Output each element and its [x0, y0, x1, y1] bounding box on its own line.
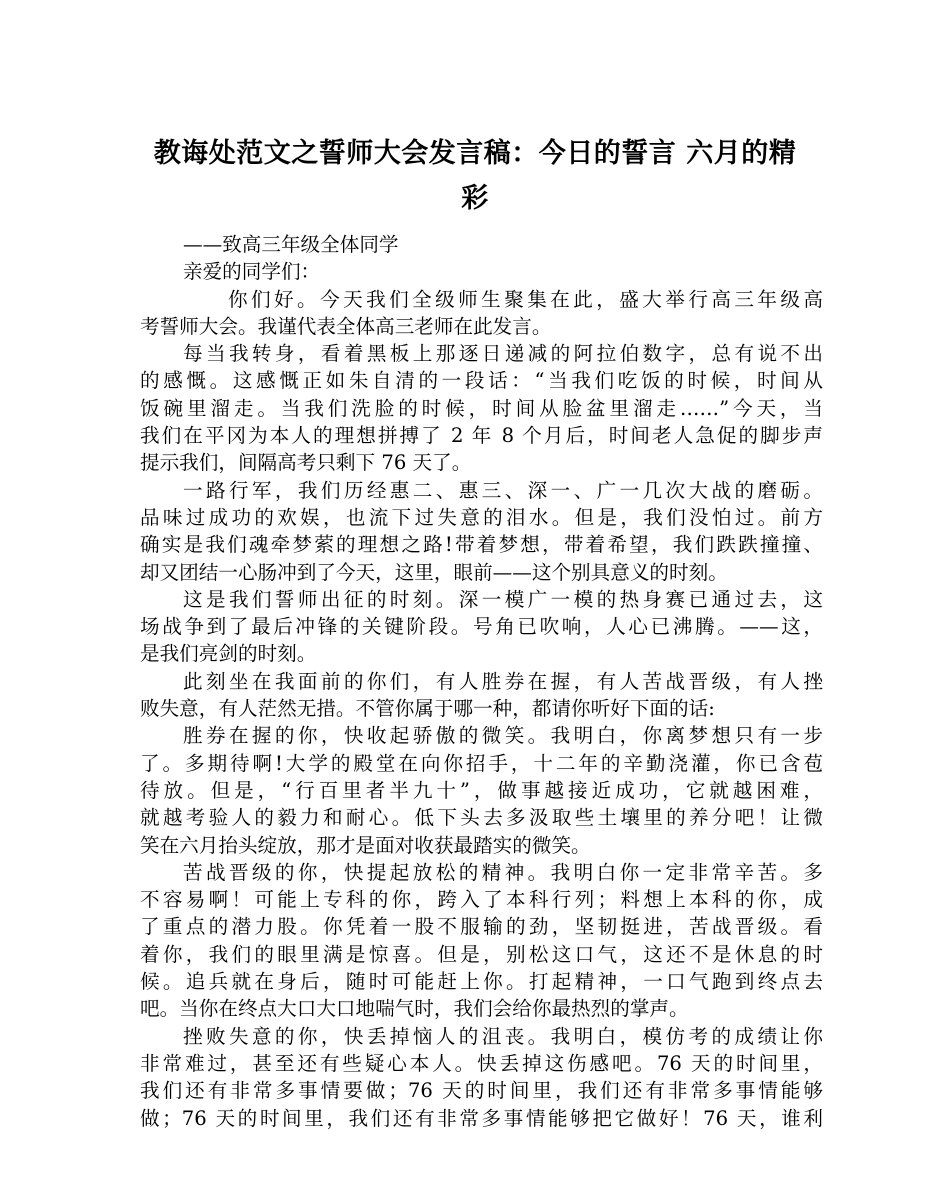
- text-line: 我们在平冈为本人的理想拼搏了 2 年 8 个月后，时间老人急促的脚步声: [140, 424, 823, 448]
- text-line: 胜券在握的你，快收起骄傲的微笑。我明白，你离梦想只有一步: [183, 724, 823, 748]
- text-line: 提示我们，间隔高考只剩下 76 天了。: [140, 451, 472, 475]
- document-title: [140, 131, 810, 221]
- title-line: 彩: [461, 183, 489, 214]
- text-line: 确实是我们魂牵梦萦的理想之路!带着梦想，带着希望，我们跌跌撞撞、: [140, 533, 823, 557]
- text-line: 苦战晋级的你，快提起放松的精神。我明白你一定非常辛苦。多: [183, 860, 823, 884]
- title-line: 教诲处范文之誓师大会发言稿：今日的誓言 六月的精: [153, 138, 797, 169]
- text-line: 着你，我们的眼里满是惊喜。但是，别松这口气，这还不是休息的时: [140, 942, 823, 966]
- document-body: [140, 231, 823, 1132]
- text-line: 考誓师大会。我谨代表全体高三老师在此发言。: [140, 314, 552, 338]
- text-line: 笑在六月抬头绽放，那才是面对收获最踏实的微笑。: [140, 833, 591, 857]
- text-line: 不容易啊！可能上专科的你，跨入了本科行列；料想上本科的你，成: [140, 888, 823, 912]
- text-line: 饭碗里溜走。当我们洗脸的时候，时间从脸盆里溜走……”今天，当: [140, 396, 823, 420]
- text-line: 此刻坐在我面前的你们，有人胜券在握，有人苦战晋级，有人挫: [183, 669, 823, 693]
- text-line: ——致高三年级全体同学: [183, 233, 399, 256]
- text-line: 吧。当你在终点大口大口地喘气时，我们会给你最热烈的掌声。: [140, 997, 689, 1021]
- text-line: 我们还有非常多事情要做；76 天的时间里，我们还有非常多事情能够: [140, 1079, 823, 1103]
- text-line: 场战争到了最后冲锋的关键阶段。号角已吹响，人心已沸腾。——这，: [140, 615, 823, 639]
- text-line: 挫败失意的你，快丢掉恼人的沮丧。我明白，模仿考的成绩让你: [183, 1024, 823, 1048]
- text-line: 亲爱的同学们：: [183, 260, 321, 284]
- text-line: 待放。但是，“行百里者半九十”，做事越接近成功，它就越困难，: [140, 778, 823, 802]
- text-line: 的感慨。这感慨正如朱自清的一段话：“当我们吃饭的时候，时间从: [140, 369, 823, 393]
- text-line: 这是我们誓师出征的时刻。深一模广一模的热身赛已通过去，这: [183, 587, 823, 611]
- text-line: 了。多期待啊!大学的殿堂在向你招手，十二年的辛勤浇灌，你已含苞: [140, 751, 823, 775]
- text-line: 一路行军，我们历经惠二、惠三、深一、广一几次大战的磨砺。: [183, 478, 823, 502]
- text-line: 品味过成功的欢娱，也流下过失意的泪水。但是，我们没怕过。前方: [140, 505, 823, 529]
- text-line: 就越考验人的毅力和耐心。低下头去多汲取些土壤里的养分吧！让微: [140, 806, 823, 830]
- text-line: 是我们亮剑的时刻。: [140, 642, 317, 666]
- text-line: 每当我转身，看着黑板上那逐日递减的阿拉伯数字，总有说不出: [183, 342, 823, 366]
- text-line: 非常难过，甚至还有些疑心本人。快丢掉这伤感吧。76 天的时间里，: [140, 1051, 823, 1075]
- text-line: 做；76 天的时间里，我们还有非常多事情能够把它做好！76 天，谁利: [140, 1106, 823, 1130]
- text-line: 了重点的潜力股。你凭着一股不服输的劲，坚韧挺进，苦战晋级。看: [140, 915, 823, 939]
- text-line: 却又团结一心肠冲到了今天，这里，眼前——这个别具意义的时刻。: [140, 560, 728, 584]
- text-line: 败失意，有人茫然无措。不管你属于哪一种，都请你听好下面的话:: [140, 697, 715, 721]
- text-line: 候。追兵就在身后，随时可能赶上你。打起精神，一口气跑到终点去: [140, 970, 823, 994]
- text-line: 你们好。今天我们全级师生聚集在此，盛大举行高三年级高: [228, 287, 823, 311]
